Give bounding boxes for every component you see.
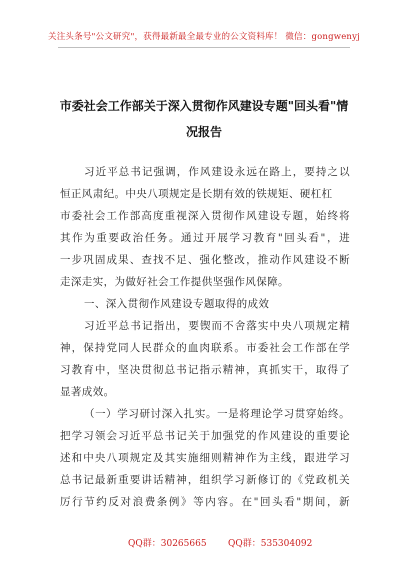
- paragraph-line: 显著成效。: [60, 386, 115, 398]
- paragraph-line: 走深走实，为做好社会工作提供坚强作风保障。: [60, 276, 289, 288]
- paragraph-line: 总书记最新重要讲话精神，组织学习新修订的《党政机关: [60, 474, 350, 486]
- paragraph-line: 一步巩固成果、查找不足、强化整改，推动作风建设不断: [60, 254, 350, 266]
- paragraph-line: 其作为重要政治任务。通过开展学习教育"回头看"，进: [60, 232, 350, 244]
- document-title-line-1: 市委社会工作部关于深入贯彻作风建设专题"回头看"情: [59, 99, 349, 113]
- paragraph-line: 恒正风肃纪。中央八项规定是长期有效的铁规矩、硬杠杠: [60, 188, 333, 200]
- paragraph-line: 神，保持党同人民群众的血肉联系。市委社会工作部在学: [60, 342, 350, 354]
- paragraph-line: 厉行节约反对浪费条例》等内容。在"回头看"期间，新: [60, 496, 350, 508]
- footer-qq-group-2: QQ群：535304092: [228, 539, 313, 549]
- subsection-heading: （一）学习研讨深入扎实。一是将理论学习贯穿始终。: [84, 408, 350, 420]
- document-title-line-2: 况报告: [185, 125, 222, 139]
- paragraph-line: 习教育中，坚决贯彻总书记指示精神，真抓实干，取得了: [60, 364, 350, 376]
- footer-qq-group-1: QQ群：30265665: [128, 539, 207, 549]
- paragraph-line: 习近平总书记指出，要锲而不舍落实中央八项规定精: [84, 320, 350, 332]
- paragraph-line: 习近平总书记强调，作风建设永远在路上，要持之以: [84, 166, 350, 178]
- section-heading: 一、深入贯彻作风建设专题取得的成效: [84, 298, 270, 310]
- paragraph-line: 述和中央八项规定及其实施细则精神作为主线，跟进学习: [60, 452, 350, 464]
- header-banner: 关注头条号"公文研究"，获得最新最全最专业的公文资料库！ 微信：gongwenyj: [48, 32, 360, 42]
- paragraph-line: 把学习领会习近平总书记关于加强党的作风建设的重要论: [60, 430, 350, 442]
- header-divider: [58, 47, 350, 48]
- paragraph-line: 市委社会工作部高度重视深入贯彻作风建设专题，始终将: [60, 210, 350, 222]
